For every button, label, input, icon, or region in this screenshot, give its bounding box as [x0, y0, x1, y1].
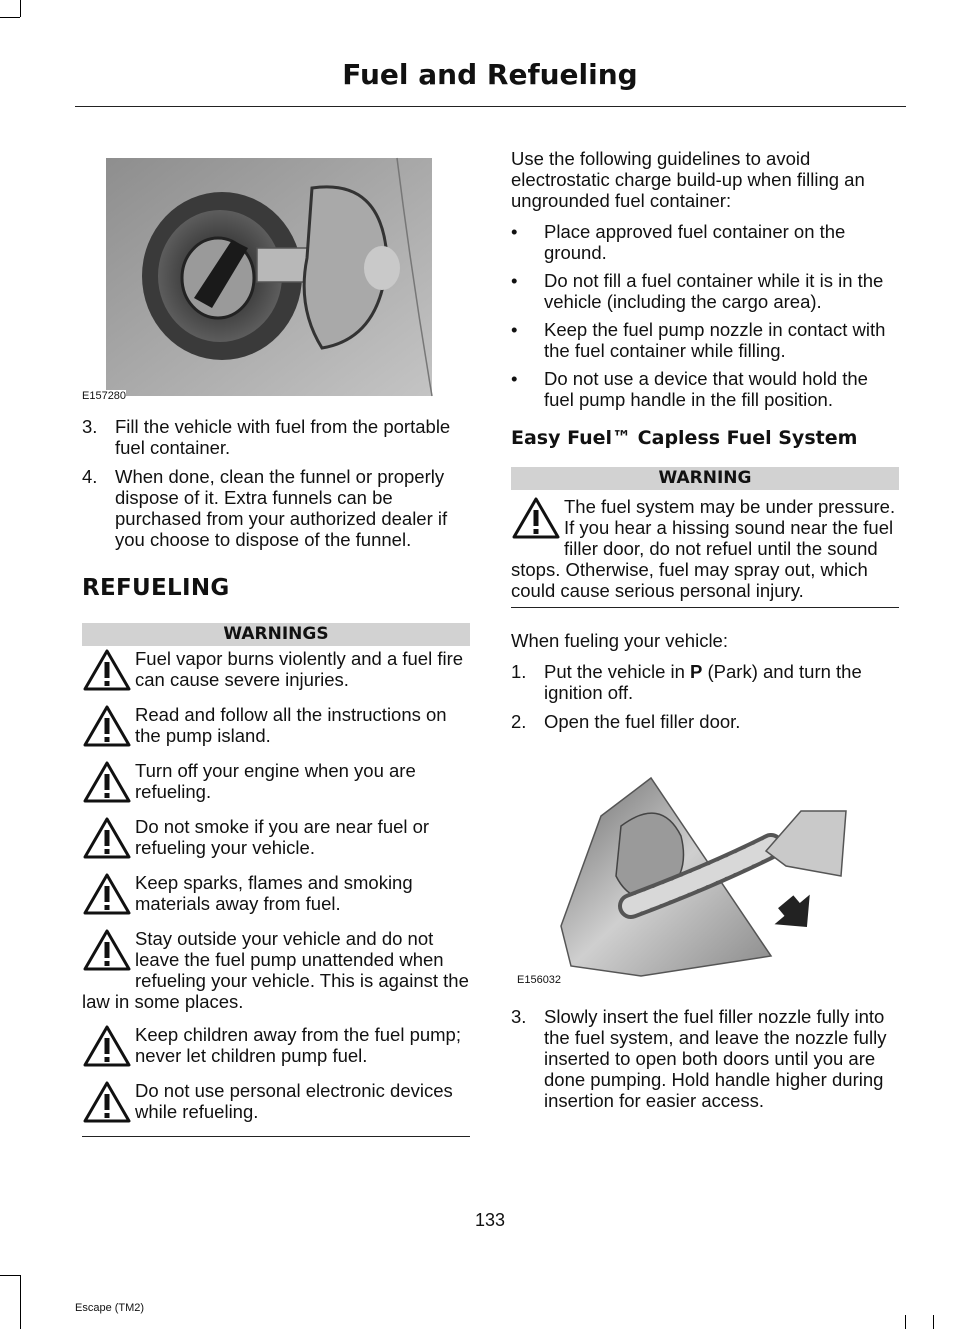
step-item	[511, 711, 899, 732]
warning-text: Stay outside your vehicle and do not leave the fuel pump unattended when refueling your vehicle. This is against the law in some places.	[82, 928, 469, 1012]
crop-mark	[905, 1315, 906, 1329]
right-column	[511, 148, 899, 1119]
page-number: 133	[474, 1210, 506, 1230]
warning-header: WARNING	[511, 467, 899, 490]
warning-triangle-icon	[82, 704, 132, 748]
warning-item	[82, 872, 470, 916]
step-text-part: (Park) and turn the ignition off.	[544, 661, 862, 703]
fueling-steps	[511, 661, 899, 732]
fueling-intro: When fueling your vehicle:	[511, 630, 728, 651]
warning-text: Do not use personal electronic devices while refueling.	[135, 1080, 453, 1122]
fuel-filler-door-illustration	[82, 148, 470, 404]
warning-triangle-icon	[82, 872, 132, 916]
step-text: Fill the vehicle with fuel from the portable fuel container.	[115, 416, 451, 458]
step-number: 3.	[82, 416, 98, 437]
warning-item	[82, 928, 470, 1012]
figure-code: E157280	[82, 390, 127, 402]
warning-item	[511, 496, 899, 601]
warnings-list	[82, 648, 470, 1124]
warning-text: Do not smoke if you are near fuel or refueling your vehicle.	[135, 816, 430, 858]
step-number: 2.	[511, 711, 527, 732]
warning-text: Fuel vapor burns violently and a fuel fire can cause severe injuries.	[135, 648, 464, 690]
warning-text: The fuel system may be under pressure. If you hear a hissing sound near the fuel filler door, do not refuel until the sound stops. Otherwise, fuel may spray out, which could cause serious personal injury.	[511, 496, 896, 601]
bullet-text: Keep the fuel pump nozzle in contact with the fuel container while filling.	[544, 319, 886, 361]
fuel-filler-door-figure	[82, 148, 470, 404]
step-text	[544, 661, 862, 703]
bullet-marker: •	[511, 270, 518, 291]
bullet-item	[511, 368, 899, 410]
bullet-marker: •	[511, 368, 518, 389]
step-item	[82, 466, 470, 550]
warning-triangle-icon	[82, 928, 132, 972]
warning-triangle-icon	[82, 760, 132, 804]
sub-heading: Easy Fuel™ Capless Fuel System	[511, 427, 858, 449]
step-item	[511, 1006, 899, 1111]
warning-triangle-icon	[82, 648, 132, 692]
step-item	[511, 661, 899, 703]
warning-item	[82, 648, 470, 692]
bullet-text: Do not fill a fuel container while it is in the vehicle (including the cargo area).	[544, 270, 884, 312]
fuel-nozzle-figure	[511, 756, 899, 986]
bullet-text: Do not use a device that would hold the fuel pump handle in the fill position.	[544, 368, 868, 410]
page-title: Fuel and Refueling	[342, 58, 638, 91]
park-label: P	[690, 661, 703, 682]
crop-mark	[933, 1315, 934, 1329]
warning-item	[82, 760, 470, 804]
guideline-list	[511, 221, 899, 410]
warning-text: Turn off your engine when you are refueling.	[135, 760, 416, 802]
step-text: When done, clean the funnel or properly dispose of it. Extra funnels can be purchased from your authorized dealer if you choose to dispose of the funnel.	[115, 466, 448, 550]
warnings-divider	[82, 1136, 470, 1137]
bullet-marker: •	[511, 221, 518, 242]
warning-item	[82, 704, 470, 748]
crop-mark	[20, 1275, 21, 1329]
refill-steps	[82, 416, 470, 550]
bullet-marker: •	[511, 319, 518, 340]
warning-triangle-icon	[82, 816, 132, 860]
figure-code: E156032	[517, 974, 562, 986]
bullet-item	[511, 270, 899, 312]
warning-triangle-icon	[82, 1080, 132, 1124]
warning-triangle-icon	[511, 496, 561, 540]
warning-text: Read and follow all the instructions on the pump island.	[135, 704, 447, 746]
bullet-text: Place approved fuel container on the ground.	[544, 221, 846, 263]
warning-text: Keep children away from the fuel pump; never let children pump fuel.	[135, 1024, 461, 1066]
step-number: 1.	[511, 661, 527, 682]
footer-model: Escape (TM2)	[75, 1302, 145, 1314]
title-divider	[75, 106, 906, 107]
warning-item	[82, 1080, 470, 1124]
step-number: 4.	[82, 466, 98, 487]
warning-triangle-icon	[82, 1024, 132, 1068]
crop-mark	[0, 17, 20, 18]
step-text: Open the fuel filler door.	[544, 711, 741, 732]
crop-mark	[0, 1275, 20, 1276]
warning-item	[82, 1024, 470, 1068]
crop-mark	[20, 0, 21, 17]
step-number: 3.	[511, 1006, 527, 1027]
section-heading: REFUELING	[82, 575, 230, 601]
step-text: Slowly insert the fuel filler nozzle fully into the fuel system, and leave the nozzle fully inserted to open both doors until you are done pumping. Hold handle higher during insertion for easier access.	[544, 1006, 887, 1111]
warning-text: Keep sparks, flames and smoking materials away from fuel.	[135, 872, 413, 914]
bullet-item	[511, 319, 899, 361]
intro-text: Use the following guidelines to avoid electrostatic charge build-up when filling an ungrounded fuel container:	[511, 148, 865, 211]
left-column	[82, 148, 470, 1137]
step-text-part: Put the vehicle in	[544, 661, 691, 682]
step-item	[82, 416, 470, 458]
fuel-nozzle-illustration	[511, 756, 899, 986]
warning-divider	[511, 607, 899, 608]
warning-item	[82, 816, 470, 860]
bullet-item	[511, 221, 899, 263]
warnings-header: WARNINGS	[82, 623, 470, 646]
